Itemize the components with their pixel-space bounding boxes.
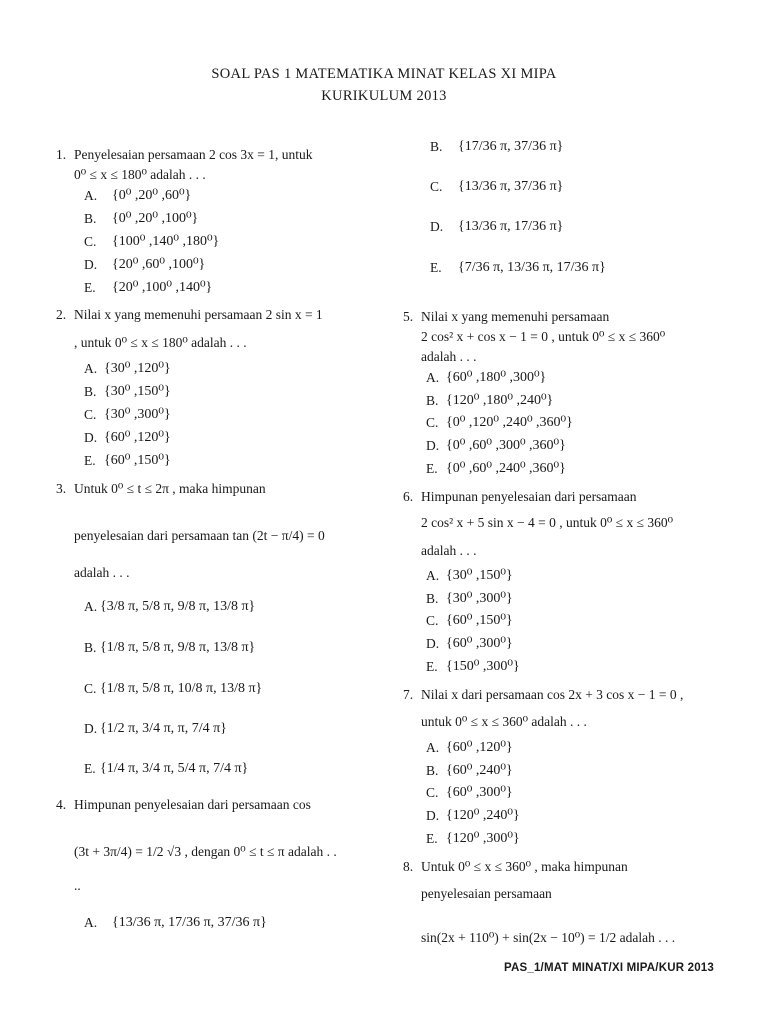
question-number: 1. [56, 147, 67, 162]
question-line: untuk 0⁰ ≤ x ≤ 360⁰ adalah . . . [421, 714, 587, 729]
question-line: adalah . . . [421, 349, 477, 364]
option-text: {60⁰ ,150⁰} [104, 453, 171, 468]
option-text: {100⁰ ,140⁰ ,180⁰} [112, 234, 220, 249]
option-text: {20⁰ ,60⁰ ,100⁰} [112, 257, 206, 272]
question-line: Himpunan penyelesaian dari persamaan [421, 489, 637, 504]
option-letter: E. [84, 280, 96, 295]
option-text: {60⁰ ,120⁰} [446, 740, 513, 755]
option-letter: A. [426, 568, 440, 583]
option-letter: A. [84, 599, 98, 614]
option-letter: C. [426, 613, 439, 628]
option-text: {1/8 π, 5/8 π, 9/8 π, 13/8 π} [100, 640, 256, 655]
option-letter: A. [426, 740, 440, 755]
question-line: Untuk 0⁰ ≤ t ≤ 2π , maka himpunan [74, 481, 266, 496]
question-line: , untuk 0⁰ ≤ x ≤ 180⁰ adalah . . . [74, 335, 247, 350]
option-text: {0⁰ ,60⁰ ,240⁰ ,360⁰} [446, 461, 566, 476]
option-text: {60⁰ ,300⁰} [446, 636, 513, 651]
option-text: {60⁰ ,150⁰} [446, 613, 513, 628]
option-text: {17/36 π, 37/36 π} [458, 139, 564, 154]
question-line: Nilai x yang memenuhi persamaan [421, 309, 610, 324]
option-text: {30⁰ ,150⁰} [446, 568, 513, 583]
option-letter: A. [84, 915, 98, 930]
option-text: {13/36 π, 17/36 π} [458, 219, 564, 234]
option-letter: A. [84, 361, 98, 376]
option-letter: D. [426, 636, 440, 651]
option-text: {30⁰ ,120⁰} [104, 361, 171, 376]
option-text: {60⁰ ,180⁰ ,300⁰} [446, 370, 547, 385]
question-line: penyelesaian persamaan [421, 886, 552, 901]
option-letter: E. [426, 831, 438, 846]
option-letter: C. [84, 234, 97, 249]
option-letter: C. [426, 415, 439, 430]
option-letter: C. [426, 785, 439, 800]
option-text: {120⁰ ,300⁰} [446, 831, 520, 846]
option-text: {13/36 π, 17/36 π, 37/36 π} [112, 915, 267, 930]
option-letter: D. [426, 438, 440, 453]
option-text: {60⁰ ,300⁰} [446, 785, 513, 800]
option-letter: E. [84, 761, 96, 776]
option-letter: B. [430, 139, 443, 154]
option-text: {30⁰ ,300⁰} [446, 591, 513, 606]
question-line: 2 cos² x + cos x − 1 = 0 , untuk 0⁰ ≤ x ≤ 360⁰ [421, 329, 666, 344]
option-letter: B. [84, 211, 97, 226]
option-text: {0⁰ ,20⁰ ,60⁰} [112, 188, 192, 203]
option-letter: B. [426, 393, 439, 408]
option-letter: B. [426, 763, 439, 778]
option-letter: C. [84, 407, 97, 422]
option-letter: E. [430, 260, 442, 275]
option-letter: D. [430, 219, 444, 234]
option-text: {1/8 π, 5/8 π, 10/8 π, 13/8 π} [100, 681, 263, 696]
question-number: 3. [56, 481, 67, 496]
option-text: {0⁰ ,120⁰ ,240⁰ ,360⁰} [446, 415, 573, 430]
question-line: sin(2x + 110⁰) + sin(2x − 10⁰) = 1/2 adalah . . . [421, 930, 676, 945]
option-letter: D. [426, 808, 440, 823]
option-letter: D. [84, 721, 98, 736]
footer-code: PAS_1/MAT MINAT/XI MIPA/KUR 2013 [503, 962, 714, 974]
option-letter: D. [84, 257, 98, 272]
option-text: {0⁰ ,20⁰ ,100⁰} [112, 211, 199, 226]
page-title: SOAL PAS 1 MATEMATIKA MINAT KELAS XI MIPA [211, 66, 557, 82]
option-letter: E. [84, 453, 96, 468]
question-number: 2. [56, 307, 67, 322]
question-number: 4. [56, 797, 67, 812]
question-line: adalah . . . [421, 543, 477, 558]
option-letter: B. [84, 640, 97, 655]
option-text: {13/36 π, 37/36 π} [458, 179, 564, 194]
question-number: 5. [403, 309, 414, 324]
question-line: Penyelesaian persamaan 2 cos 3x = 1, untuk [74, 147, 313, 162]
option-letter: C. [430, 179, 443, 194]
option-letter: B. [426, 591, 439, 606]
question-line: Untuk 0⁰ ≤ x ≤ 360⁰ , maka himpunan [421, 859, 628, 874]
question-number: 7. [403, 687, 414, 702]
option-text: {7/36 π, 13/36 π, 17/36 π} [458, 260, 606, 275]
option-text: {1/2 π, 3/4 π, π, 7/4 π} [100, 721, 227, 736]
question-line: penyelesaian dari persamaan tan (2t − π/4) = 0 [74, 528, 325, 543]
option-letter: A. [84, 188, 98, 203]
question-line: (3t + 3π/4) = 1/2 √3 , dengan 0⁰ ≤ t ≤ π adalah . . [74, 844, 337, 859]
question-line: adalah . . . [74, 565, 130, 580]
question-line: Nilai x yang memenuhi persamaan 2 sin x = 1 [74, 307, 323, 322]
option-letter: E. [426, 659, 438, 674]
option-text: {30⁰ ,300⁰} [104, 407, 171, 422]
question-line: 2 cos² x + 5 sin x − 4 = 0 , untuk 0⁰ ≤ x ≤ 360⁰ [421, 515, 674, 530]
question-number: 6. [403, 489, 414, 504]
option-text: {150⁰ ,300⁰} [446, 659, 520, 674]
option-text: {0⁰ ,60⁰ ,300⁰ ,360⁰} [446, 438, 566, 453]
option-text: {120⁰ ,180⁰ ,240⁰} [446, 393, 554, 408]
option-letter: C. [84, 681, 97, 696]
question-line: Nilai x dari persamaan cos 2x + 3 cos x − 1 = 0 , [421, 687, 684, 702]
option-text: {60⁰ ,120⁰} [104, 430, 171, 445]
option-text: {30⁰ ,150⁰} [104, 384, 171, 399]
question-line: Himpunan penyelesaian dari persamaan cos [74, 797, 311, 812]
option-letter: B. [84, 384, 97, 399]
question-line: 0⁰ ≤ x ≤ 180⁰ adalah . . . [74, 167, 206, 182]
option-letter: D. [84, 430, 98, 445]
page-subtitle: KURIKULUM 2013 [321, 88, 447, 104]
question-number: 8. [403, 859, 414, 874]
option-text: {120⁰ ,240⁰} [446, 808, 520, 823]
option-text: {3/8 π, 5/8 π, 9/8 π, 13/8 π} [100, 599, 256, 614]
option-text: {1/4 π, 3/4 π, 5/4 π, 7/4 π} [100, 761, 249, 776]
option-text: {60⁰ ,240⁰} [446, 763, 513, 778]
option-letter: A. [426, 370, 440, 385]
option-letter: E. [426, 461, 438, 476]
option-text: {20⁰ ,100⁰ ,140⁰} [112, 280, 213, 295]
question-line: .. [74, 878, 81, 893]
